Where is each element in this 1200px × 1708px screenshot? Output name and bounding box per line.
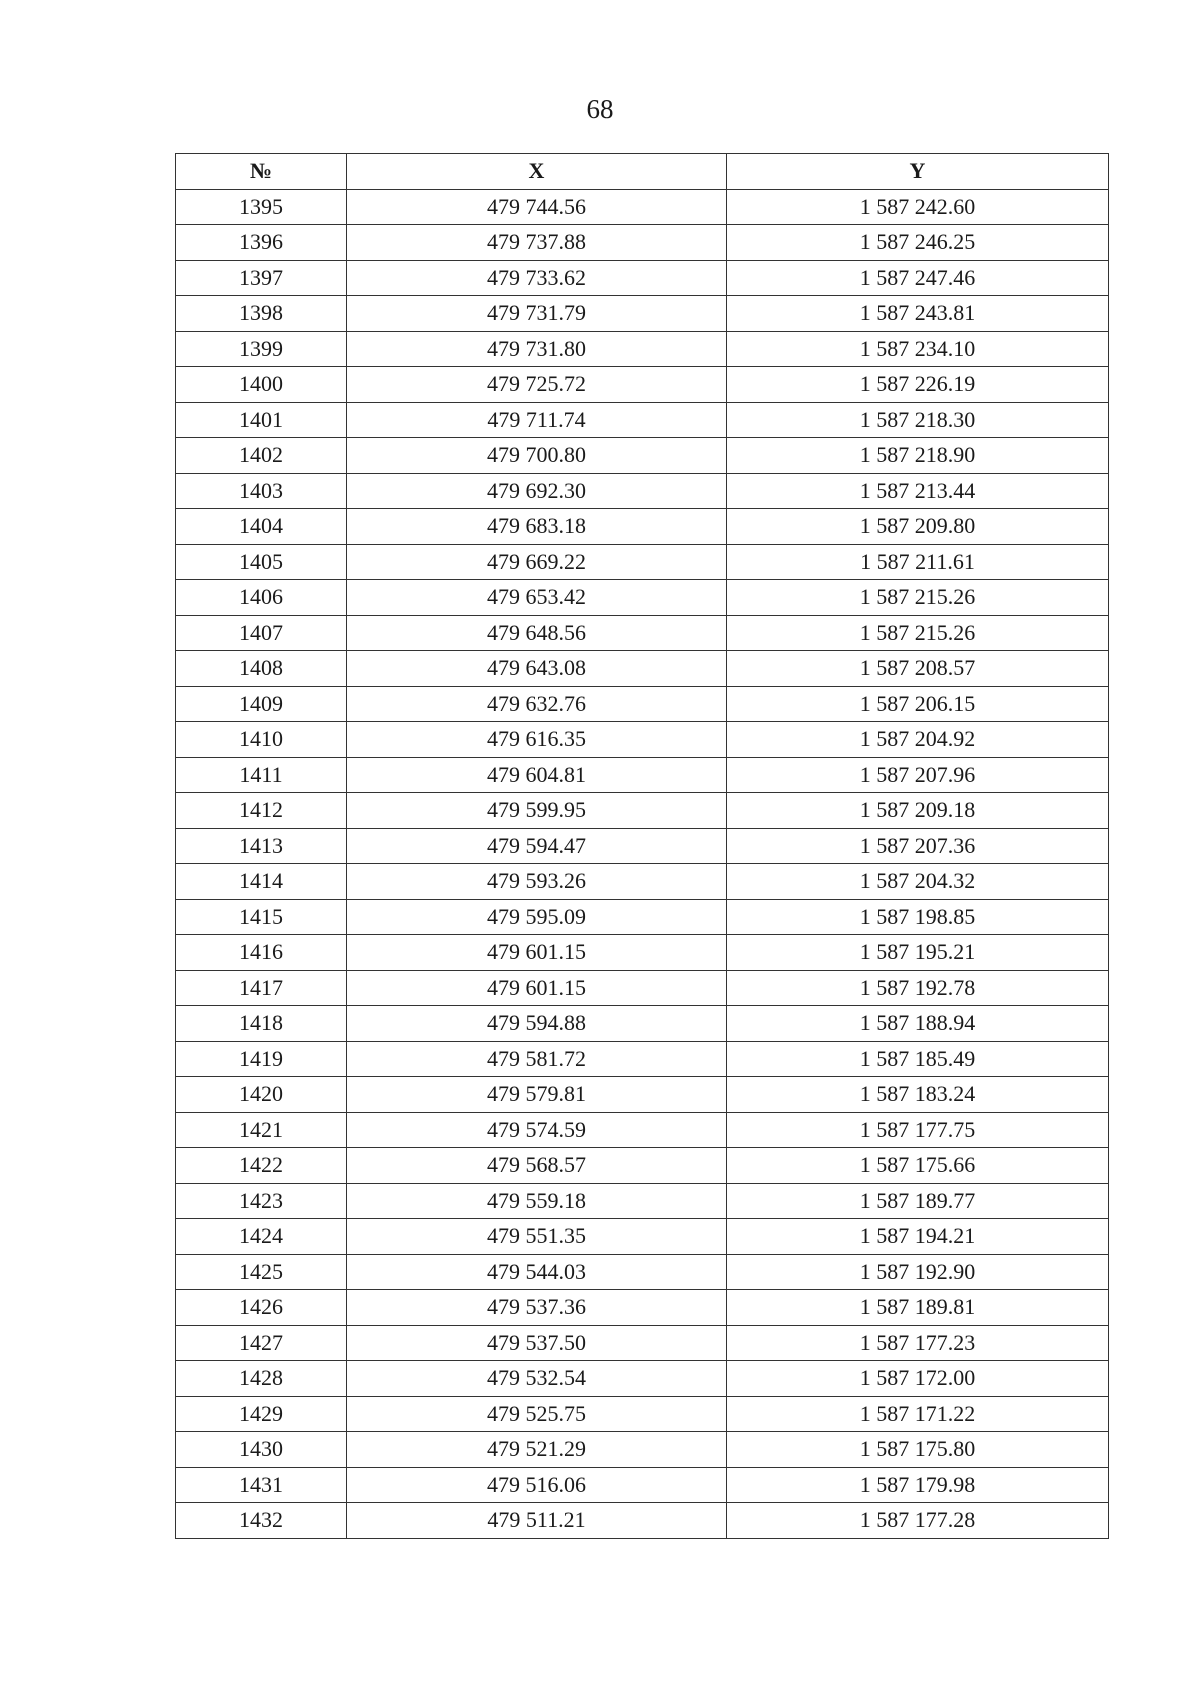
x-coordinate-cell: 479 521.29 xyxy=(347,1432,727,1468)
point-number-cell: 1410 xyxy=(176,722,347,758)
table-row xyxy=(176,793,1109,829)
point-number-cell: 1401 xyxy=(176,402,347,438)
x-coordinate-cell: 479 594.88 xyxy=(347,1006,727,1042)
x-coordinate-cell: 479 683.18 xyxy=(347,509,727,545)
point-number-cell: 1424 xyxy=(176,1219,347,1255)
point-number-cell: 1409 xyxy=(176,686,347,722)
y-coordinate-cell: 1 587 189.77 xyxy=(727,1183,1109,1219)
x-coordinate-cell: 479 581.72 xyxy=(347,1041,727,1077)
point-number-cell: 1402 xyxy=(176,438,347,474)
point-number-cell: 1415 xyxy=(176,899,347,935)
x-coordinate-cell: 479 537.50 xyxy=(347,1325,727,1361)
point-number-cell: 1419 xyxy=(176,1041,347,1077)
y-coordinate-cell: 1 587 218.30 xyxy=(727,402,1109,438)
coordinates-table xyxy=(175,153,1109,1539)
table-row xyxy=(176,722,1109,758)
header-y: Y xyxy=(727,154,1109,190)
table-row xyxy=(176,1006,1109,1042)
x-coordinate-cell: 479 711.74 xyxy=(347,402,727,438)
point-number-cell: 1411 xyxy=(176,757,347,793)
point-number-cell: 1417 xyxy=(176,970,347,1006)
y-coordinate-cell: 1 587 175.80 xyxy=(727,1432,1109,1468)
y-coordinate-cell: 1 587 198.85 xyxy=(727,899,1109,935)
x-coordinate-cell: 479 511.21 xyxy=(347,1503,727,1539)
y-coordinate-cell: 1 587 204.92 xyxy=(727,722,1109,758)
point-number-cell: 1396 xyxy=(176,225,347,261)
header-x: X xyxy=(347,154,727,190)
point-number-cell: 1420 xyxy=(176,1077,347,1113)
x-coordinate-cell: 479 516.06 xyxy=(347,1467,727,1503)
x-coordinate-cell: 479 653.42 xyxy=(347,580,727,616)
point-number-cell: 1405 xyxy=(176,544,347,580)
point-number-cell: 1425 xyxy=(176,1254,347,1290)
y-coordinate-cell: 1 587 171.22 xyxy=(727,1396,1109,1432)
y-coordinate-cell: 1 587 234.10 xyxy=(727,331,1109,367)
y-coordinate-cell: 1 587 211.61 xyxy=(727,544,1109,580)
table-row xyxy=(176,1077,1109,1113)
table-row xyxy=(176,1361,1109,1397)
y-coordinate-cell: 1 587 177.28 xyxy=(727,1503,1109,1539)
point-number-cell: 1423 xyxy=(176,1183,347,1219)
table-row xyxy=(176,1041,1109,1077)
table-row xyxy=(176,402,1109,438)
table-row xyxy=(176,296,1109,332)
x-coordinate-cell: 479 744.56 xyxy=(347,189,727,225)
table-row xyxy=(176,189,1109,225)
y-coordinate-cell: 1 587 179.98 xyxy=(727,1467,1109,1503)
x-coordinate-cell: 479 632.76 xyxy=(347,686,727,722)
x-coordinate-cell: 479 599.95 xyxy=(347,793,727,829)
x-coordinate-cell: 479 601.15 xyxy=(347,970,727,1006)
table-row xyxy=(176,651,1109,687)
table-row xyxy=(176,438,1109,474)
x-coordinate-cell: 479 601.15 xyxy=(347,935,727,971)
point-number-cell: 1430 xyxy=(176,1432,347,1468)
x-coordinate-cell: 479 544.03 xyxy=(347,1254,727,1290)
x-coordinate-cell: 479 574.59 xyxy=(347,1112,727,1148)
y-coordinate-cell: 1 587 246.25 xyxy=(727,225,1109,261)
table-row xyxy=(176,1219,1109,1255)
header-row xyxy=(176,154,1109,190)
table-row xyxy=(176,509,1109,545)
point-number-cell: 1403 xyxy=(176,473,347,509)
x-coordinate-cell: 479 594.47 xyxy=(347,828,727,864)
table-row xyxy=(176,1432,1109,1468)
table-row xyxy=(176,1290,1109,1326)
header-number: № xyxy=(176,154,347,190)
point-number-cell: 1429 xyxy=(176,1396,347,1432)
table-row xyxy=(176,970,1109,1006)
x-coordinate-cell: 479 579.81 xyxy=(347,1077,727,1113)
y-coordinate-cell: 1 587 208.57 xyxy=(727,651,1109,687)
table-header xyxy=(176,154,1109,190)
table-row xyxy=(176,367,1109,403)
x-coordinate-cell: 479 643.08 xyxy=(347,651,727,687)
x-coordinate-cell: 479 593.26 xyxy=(347,864,727,900)
x-coordinate-cell: 479 568.57 xyxy=(347,1148,727,1184)
table-row xyxy=(176,544,1109,580)
y-coordinate-cell: 1 587 177.23 xyxy=(727,1325,1109,1361)
y-coordinate-cell: 1 587 242.60 xyxy=(727,189,1109,225)
y-coordinate-cell: 1 587 188.94 xyxy=(727,1006,1109,1042)
table-row xyxy=(176,225,1109,261)
x-coordinate-cell: 479 559.18 xyxy=(347,1183,727,1219)
x-coordinate-cell: 479 532.54 xyxy=(347,1361,727,1397)
point-number-cell: 1426 xyxy=(176,1290,347,1326)
x-coordinate-cell: 479 525.75 xyxy=(347,1396,727,1432)
table-row xyxy=(176,1325,1109,1361)
table-row xyxy=(176,864,1109,900)
x-coordinate-cell: 479 537.36 xyxy=(347,1290,727,1326)
table-row xyxy=(176,1396,1109,1432)
point-number-cell: 1416 xyxy=(176,935,347,971)
y-coordinate-cell: 1 587 215.26 xyxy=(727,615,1109,651)
point-number-cell: 1395 xyxy=(176,189,347,225)
point-number-cell: 1421 xyxy=(176,1112,347,1148)
y-coordinate-cell: 1 587 215.26 xyxy=(727,580,1109,616)
point-number-cell: 1407 xyxy=(176,615,347,651)
table-row xyxy=(176,1183,1109,1219)
point-number-cell: 1413 xyxy=(176,828,347,864)
table-row xyxy=(176,1112,1109,1148)
y-coordinate-cell: 1 587 172.00 xyxy=(727,1361,1109,1397)
table-row xyxy=(176,828,1109,864)
point-number-cell: 1428 xyxy=(176,1361,347,1397)
table-row xyxy=(176,1467,1109,1503)
point-number-cell: 1432 xyxy=(176,1503,347,1539)
y-coordinate-cell: 1 587 194.21 xyxy=(727,1219,1109,1255)
point-number-cell: 1406 xyxy=(176,580,347,616)
table-row xyxy=(176,580,1109,616)
x-coordinate-cell: 479 616.35 xyxy=(347,722,727,758)
table-row xyxy=(176,331,1109,367)
table-row xyxy=(176,1503,1109,1539)
x-coordinate-cell: 479 731.79 xyxy=(347,296,727,332)
y-coordinate-cell: 1 587 207.96 xyxy=(727,757,1109,793)
x-coordinate-cell: 479 737.88 xyxy=(347,225,727,261)
y-coordinate-cell: 1 587 185.49 xyxy=(727,1041,1109,1077)
point-number-cell: 1414 xyxy=(176,864,347,900)
y-coordinate-cell: 1 587 195.21 xyxy=(727,935,1109,971)
point-number-cell: 1431 xyxy=(176,1467,347,1503)
table-row xyxy=(176,899,1109,935)
x-coordinate-cell: 479 604.81 xyxy=(347,757,727,793)
table-row xyxy=(176,935,1109,971)
table-row xyxy=(176,260,1109,296)
table-row xyxy=(176,757,1109,793)
table-row xyxy=(176,1148,1109,1184)
x-coordinate-cell: 479 595.09 xyxy=(347,899,727,935)
table-row xyxy=(176,1254,1109,1290)
y-coordinate-cell: 1 587 192.78 xyxy=(727,970,1109,1006)
x-coordinate-cell: 479 700.80 xyxy=(347,438,727,474)
table-row xyxy=(176,686,1109,722)
point-number-cell: 1412 xyxy=(176,793,347,829)
y-coordinate-cell: 1 587 213.44 xyxy=(727,473,1109,509)
y-coordinate-cell: 1 587 226.19 xyxy=(727,367,1109,403)
point-number-cell: 1398 xyxy=(176,296,347,332)
y-coordinate-cell: 1 587 209.80 xyxy=(727,509,1109,545)
table-body xyxy=(176,189,1109,1538)
y-coordinate-cell: 1 587 192.90 xyxy=(727,1254,1109,1290)
point-number-cell: 1422 xyxy=(176,1148,347,1184)
point-number-cell: 1400 xyxy=(176,367,347,403)
point-number-cell: 1404 xyxy=(176,509,347,545)
y-coordinate-cell: 1 587 189.81 xyxy=(727,1290,1109,1326)
point-number-cell: 1427 xyxy=(176,1325,347,1361)
y-coordinate-cell: 1 587 204.32 xyxy=(727,864,1109,900)
x-coordinate-cell: 479 551.35 xyxy=(347,1219,727,1255)
point-number-cell: 1408 xyxy=(176,651,347,687)
table-row xyxy=(176,615,1109,651)
table-row xyxy=(176,473,1109,509)
y-coordinate-cell: 1 587 218.90 xyxy=(727,438,1109,474)
point-number-cell: 1418 xyxy=(176,1006,347,1042)
x-coordinate-cell: 479 725.72 xyxy=(347,367,727,403)
y-coordinate-cell: 1 587 206.15 xyxy=(727,686,1109,722)
y-coordinate-cell: 1 587 177.75 xyxy=(727,1112,1109,1148)
y-coordinate-cell: 1 587 207.36 xyxy=(727,828,1109,864)
y-coordinate-cell: 1 587 243.81 xyxy=(727,296,1109,332)
point-number-cell: 1397 xyxy=(176,260,347,296)
y-coordinate-cell: 1 587 247.46 xyxy=(727,260,1109,296)
x-coordinate-cell: 479 669.22 xyxy=(347,544,727,580)
point-number-cell: 1399 xyxy=(176,331,347,367)
y-coordinate-cell: 1 587 175.66 xyxy=(727,1148,1109,1184)
x-coordinate-cell: 479 733.62 xyxy=(347,260,727,296)
y-coordinate-cell: 1 587 209.18 xyxy=(727,793,1109,829)
page-number: 68 xyxy=(586,94,614,124)
x-coordinate-cell: 479 648.56 xyxy=(347,615,727,651)
y-coordinate-cell: 1 587 183.24 xyxy=(727,1077,1109,1113)
x-coordinate-cell: 479 692.30 xyxy=(347,473,727,509)
x-coordinate-cell: 479 731.80 xyxy=(347,331,727,367)
